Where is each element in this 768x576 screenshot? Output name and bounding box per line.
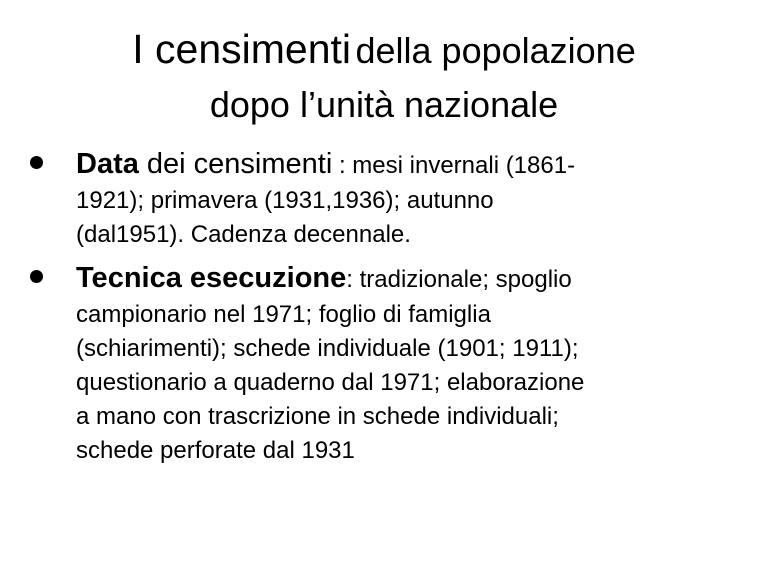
bullet-keyword: Data: [76, 148, 139, 180]
title-part-2: della popolazione: [355, 30, 636, 71]
bullet-item-data: [24, 146, 736, 252]
bullet-continuation: campionario nel 1971; foglio di famiglia: [76, 301, 491, 328]
bullet-continuation: questionario a quaderno dal 1971; elaborazione: [76, 369, 585, 396]
title-line-1: [40, 26, 728, 82]
bullet-continuation: schede perforate dal 1931: [76, 437, 355, 464]
bullet-keyword: Tecnica esecuzione: [76, 262, 347, 294]
bullet-continuation: (dal1951). Cadenza decennale.: [76, 221, 411, 248]
bullet-continuation: (schiarimenti); schede individuale (1901; 1911);: [76, 335, 579, 362]
slide-title: [40, 26, 728, 128]
bullet-dot-icon: [30, 270, 43, 283]
title-line-2: dopo l’unità nazionale: [209, 84, 559, 125]
bullet-detail: : mesi invernali (1861-: [332, 152, 576, 179]
title-part-1: I censimenti: [132, 26, 352, 72]
bullet-continuation: 1921); primavera (1931,1936); autunno: [76, 187, 494, 214]
bullet-dot-icon: [30, 156, 43, 169]
bullet-first-line: [76, 260, 736, 298]
bullet-list: [24, 146, 736, 468]
bullet-detail: : tradizionale; spoglio: [346, 266, 572, 293]
bullet-item-tecnica: [24, 260, 736, 468]
bullet-first-line: [76, 146, 736, 184]
bullet-continuation: a mano con trascrizione in schede individuali;: [76, 403, 559, 430]
bullet-text: dei censimenti: [138, 148, 333, 180]
